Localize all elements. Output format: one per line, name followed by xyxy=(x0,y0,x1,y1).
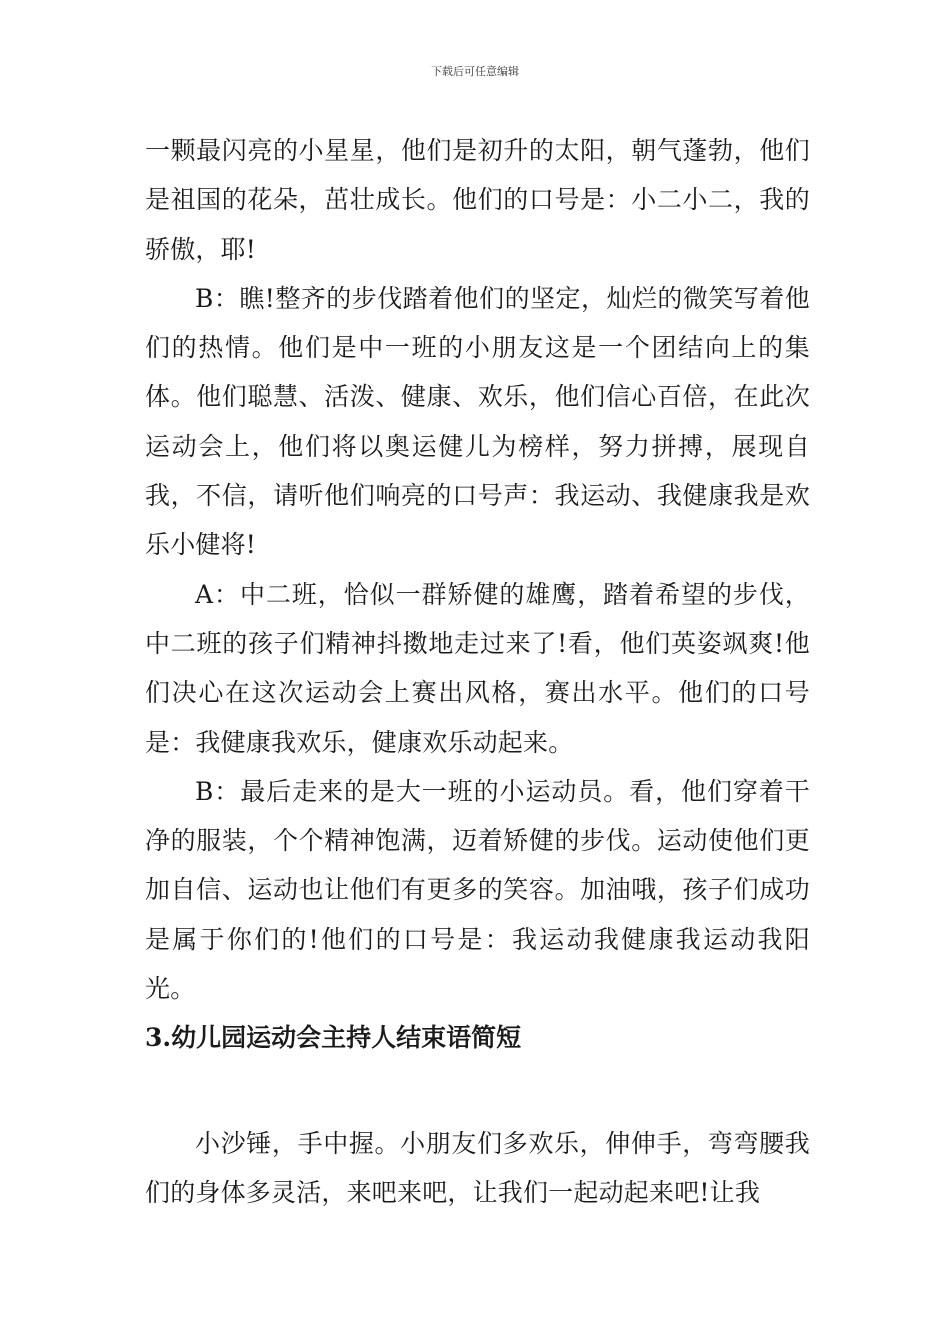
blank-line xyxy=(145,1063,810,1119)
document-body xyxy=(145,126,810,1217)
paragraph-a-middle-two: A：中二班，恰似一群矫健的雄鹰，踏着希望的步伐，中二班的孩子们精神抖擞地走过来了!看，他们英姿飒爽!他们决心在这次运动会上赛出风格，赛出水平。他们的口号是：我健康我欢乐，健康欢乐动起来。 xyxy=(145,579,810,757)
closing-paragraph: 小沙锤，手中握。小朋友们多欢乐，伸伸手，弯弯腰我们的身体多灵活，来吧来吧，让我们一起动起来吧!让我 xyxy=(145,1128,810,1207)
section-heading: 3.幼儿园运动会主持人结束语简短 xyxy=(145,1023,522,1053)
header-note: 下载后可任意编辑 xyxy=(431,65,519,78)
paragraph-b-senior-one: B：最后走来的是大一班的小运动员。看，他们穿着干净的服装，个个精神饱满，迈着矫健的步伐。运动使他们更加自信、运动也让他们有更多的笑容。加油哦，孩子们成功是属于你们的!他们的口号是：我运动我健康我运动我阳光。 xyxy=(145,776,810,1004)
paragraph-b-middle-one: B：瞧!整齐的步伐踏着他们的坚定，灿烂的微笑写着他们的热情。他们是中一班的小朋友这是一个团结向上的集体。他们聪慧、活泼、健康、欢乐，他们信心百倍，在此次运动会上，他们将以奥运健儿为榜样，努力拼搏，展现自我，不信，请听他们响亮的口号声：我运动、我健康我是欢乐小健将! xyxy=(145,283,810,560)
paragraph-continuation: 一颗最闪亮的小星星，他们是初升的太阳，朝气蓬勃，他们是祖国的花朵，茁壮成长。他们的口号是：小二小二，我的骄傲，耶! xyxy=(145,136,810,264)
